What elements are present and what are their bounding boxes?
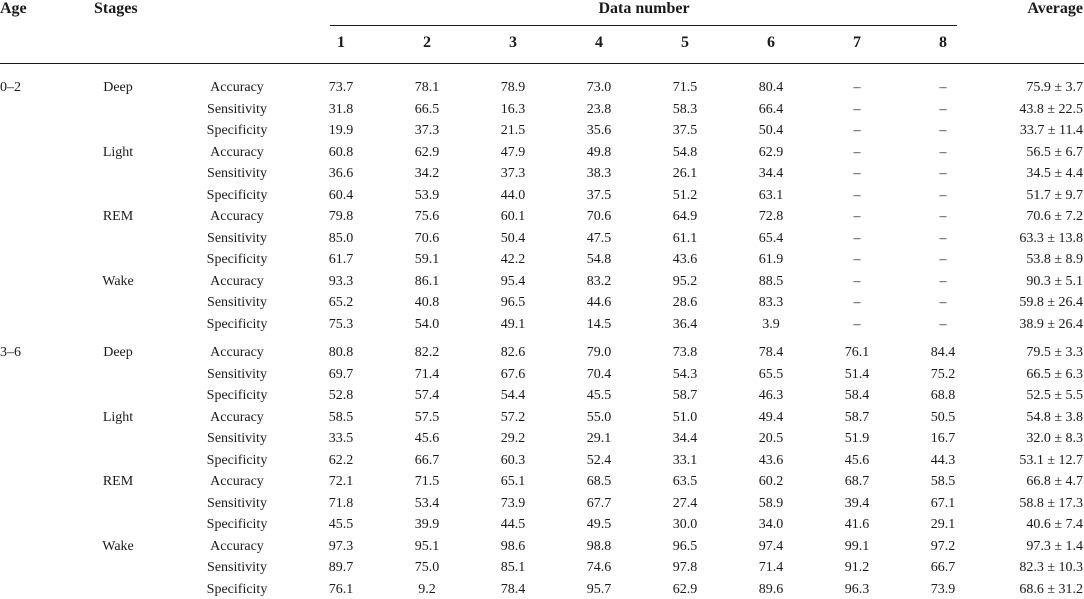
table-cell: 45.5 [586, 388, 612, 403]
column-header-5: 5 [681, 34, 689, 51]
table-cell: 53.4 [414, 495, 440, 511]
average-cell: 53.8 ± 8.9 [1026, 252, 1083, 267]
table-cell: 44.3 [930, 452, 956, 468]
average-cell: 51.7 ± 9.7 [1026, 187, 1083, 203]
table-cell: 76.1 [328, 581, 354, 597]
table-cell: 60.3 [500, 452, 526, 468]
table-cell: 58.7 [672, 388, 698, 403]
table-cell: 53.9 [414, 187, 440, 203]
metric-label: Specificity [206, 316, 268, 332]
table-cell: 51.4 [844, 366, 870, 382]
table-cell: 50.5 [930, 409, 956, 425]
table-cell: 59.1 [414, 252, 440, 267]
column-header-6: 6 [767, 34, 775, 51]
metric-label: Specificity [206, 452, 268, 468]
table-cell: 70.6 [586, 209, 612, 224]
column-header-1: 1 [337, 34, 345, 51]
table-cell: 33.1 [672, 452, 698, 468]
column-header-7: 7 [853, 34, 861, 51]
table-cell: 35.6 [586, 123, 612, 138]
table-cell: 97.2 [930, 538, 956, 554]
metric-label: Sensitivity [207, 101, 267, 117]
table-cell: 44.6 [586, 295, 612, 310]
table-cell: 68.5 [586, 474, 612, 489]
table-cell: 78.4 [758, 345, 784, 360]
metric-label: Sensitivity [207, 495, 267, 511]
stage-label: Light [102, 409, 134, 425]
column-header-3: 3 [509, 34, 517, 51]
average-cell: 79.5 ± 3.3 [1026, 345, 1083, 360]
average-header: Average [1027, 0, 1083, 17]
table-cell: – [939, 252, 947, 267]
table-cell: 62.2 [328, 452, 354, 468]
table-cell: 36.6 [328, 166, 354, 181]
table-cell: 98.8 [586, 538, 612, 554]
table-cell: 37.3 [414, 123, 440, 138]
table-cell: 37.3 [500, 166, 526, 181]
table-cell: 63.1 [758, 187, 784, 203]
table-cell: 79.0 [586, 345, 612, 360]
average-cell: 38.9 ± 26.4 [1019, 316, 1083, 332]
table-cell: 27.4 [672, 495, 698, 511]
average-cell: 63.3 ± 13.8 [1019, 230, 1083, 246]
table-cell: 21.5 [500, 123, 526, 138]
table-cell: 82.2 [414, 345, 440, 360]
average-cell: 70.6 ± 7.2 [1026, 209, 1083, 224]
table-cell: – [853, 230, 861, 246]
table-cell: 71.5 [672, 80, 698, 95]
metric-label: Specificity [206, 123, 268, 138]
table-cell: 78.9 [500, 80, 526, 95]
header-divider [0, 63, 1084, 64]
table-cell: 75.3 [328, 316, 354, 332]
table-cell: 44.0 [500, 187, 526, 203]
table-cell: 44.5 [500, 517, 526, 532]
table-cell: 43.6 [672, 252, 698, 267]
metric-label: Accuracy [210, 345, 264, 360]
table-cell: 70.4 [586, 366, 612, 382]
table-cell: 50.4 [758, 123, 784, 138]
table-cell: 37.5 [586, 187, 612, 203]
average-cell: 56.5 ± 6.7 [1026, 144, 1083, 160]
table-cell: 14.5 [586, 316, 612, 332]
table-cell: 71.5 [414, 474, 440, 489]
average-cell: 59.8 ± 26.4 [1019, 295, 1083, 310]
table-cell: 47.5 [586, 230, 612, 246]
table-cell: 34.4 [672, 431, 698, 446]
table-cell: 43.6 [758, 452, 784, 468]
table-cell: 99.1 [844, 538, 870, 554]
table-cell: 91.2 [844, 560, 870, 575]
table-cell: 45.6 [414, 431, 440, 446]
table-cell: 51.2 [672, 187, 698, 203]
table-cell: 75.6 [414, 209, 440, 224]
table-cell: 69.7 [328, 366, 354, 382]
table-cell: 67.1 [930, 495, 956, 511]
table-cell: 68.8 [930, 388, 956, 403]
table-cell: 57.2 [500, 409, 526, 425]
metric-label: Sensitivity [207, 366, 267, 382]
table-cell: 20.5 [758, 431, 784, 446]
metric-label: Specificity [206, 252, 268, 267]
table-cell: – [853, 295, 861, 310]
data-number-rule [330, 25, 957, 26]
table-cell: 67.6 [500, 366, 526, 382]
table-cell: 73.9 [500, 495, 526, 511]
table-cell: 31.8 [328, 101, 354, 117]
average-cell: 54.8 ± 3.8 [1026, 409, 1083, 425]
table-cell: 62.9 [758, 144, 784, 160]
table-cell: – [853, 144, 861, 160]
table-cell: 52.8 [328, 388, 354, 403]
table-cell: – [853, 273, 861, 289]
table-cell: 49.4 [758, 409, 784, 425]
age-header: Age [0, 0, 27, 17]
table-cell: 61.9 [758, 252, 784, 267]
table-cell: – [939, 295, 947, 310]
table-cell: 39.4 [844, 495, 870, 511]
table-cell: 34.2 [414, 166, 440, 181]
table-cell: 80.4 [758, 80, 784, 95]
table-cell: 96.5 [672, 538, 698, 554]
table-cell: 66.5 [414, 101, 440, 117]
table-cell: 65.5 [758, 366, 784, 382]
table-cell: 65.4 [758, 230, 784, 246]
table-cell: 66.4 [758, 101, 784, 117]
table-cell: 60.4 [328, 187, 354, 203]
table-cell: 58.3 [672, 101, 698, 117]
table-cell: 62.9 [414, 144, 440, 160]
metric-label: Accuracy [210, 144, 264, 160]
table-cell: 73.8 [672, 345, 698, 360]
table-cell: 97.4 [758, 538, 784, 554]
table-cell: 79.8 [328, 209, 354, 224]
table-cell: 89.6 [758, 581, 784, 597]
table-cell: 80.8 [328, 345, 354, 360]
average-cell: 66.8 ± 4.7 [1026, 474, 1083, 489]
table-cell: 96.3 [844, 581, 870, 597]
metric-label: Accuracy [210, 409, 264, 425]
metric-label: Sensitivity [207, 431, 267, 446]
table-cell: – [939, 101, 947, 117]
age-group-label: 3–6 [0, 345, 21, 360]
table-cell: 58.5 [930, 474, 956, 489]
table-cell: – [853, 123, 861, 138]
table-cell: 76.1 [844, 345, 870, 360]
table-cell: – [939, 209, 947, 224]
table-cell: 41.6 [844, 517, 870, 532]
table-cell: 64.9 [672, 209, 698, 224]
metric-label: Sensitivity [207, 230, 267, 246]
table-cell: – [853, 187, 861, 203]
table-cell: 9.2 [418, 581, 436, 597]
table-cell: 3.9 [762, 316, 780, 332]
metric-label: Sensitivity [207, 295, 267, 310]
table-cell: 60.8 [328, 144, 354, 160]
table-cell: 28.6 [672, 295, 698, 310]
stage-label: Wake [102, 538, 134, 554]
table-cell: 97.3 [328, 538, 354, 554]
table-cell: 50.4 [500, 230, 526, 246]
table-cell: 45.5 [328, 517, 354, 532]
table-cell: 29.1 [586, 431, 612, 446]
table-cell: – [939, 187, 947, 203]
table-cell: 54.4 [500, 388, 526, 403]
table-cell: 54.8 [672, 144, 698, 160]
table-cell: 37.5 [672, 123, 698, 138]
table-cell: – [939, 80, 947, 95]
average-cell: 43.8 ± 22.5 [1019, 101, 1083, 117]
table-cell: 74.6 [586, 560, 612, 575]
age-group-label: 0–2 [0, 80, 21, 95]
table-cell: 51.0 [672, 409, 698, 425]
table-cell: – [853, 316, 861, 332]
stage-label: REM [102, 209, 134, 224]
table-cell: 71.4 [414, 366, 440, 382]
table-cell: – [853, 209, 861, 224]
table-cell: 57.4 [414, 388, 440, 403]
table-cell: 19.9 [328, 123, 354, 138]
metric-label: Accuracy [210, 474, 264, 489]
table-cell: 29.2 [500, 431, 526, 446]
metric-label: Accuracy [210, 209, 264, 224]
table-cell: 66.7 [930, 560, 956, 575]
stages-header: Stages [94, 0, 138, 17]
table-cell: 60.1 [500, 209, 526, 224]
average-cell: 75.9 ± 3.7 [1026, 80, 1083, 95]
table-cell: 58.4 [844, 388, 870, 403]
table-cell: 52.4 [586, 452, 612, 468]
table-cell: 95.2 [672, 273, 698, 289]
table-cell: 65.2 [328, 295, 354, 310]
average-cell: 90.3 ± 5.1 [1026, 273, 1083, 289]
table-cell: 23.8 [586, 101, 612, 117]
table-cell: 61.1 [672, 230, 698, 246]
table-cell: 42.2 [500, 252, 526, 267]
table-cell: 16.7 [930, 431, 956, 446]
table-cell: 60.2 [758, 474, 784, 489]
table-cell: 95.4 [500, 273, 526, 289]
average-cell: 53.1 ± 12.7 [1019, 452, 1083, 468]
table-cell: 51.9 [844, 431, 870, 446]
table-cell: 54.3 [672, 366, 698, 382]
metric-label: Accuracy [210, 538, 264, 554]
table-cell: 70.6 [414, 230, 440, 246]
metric-label: Specificity [206, 187, 268, 203]
table-cell: – [939, 316, 947, 332]
table-cell: 85.1 [500, 560, 526, 575]
table-cell: – [853, 80, 861, 95]
stage-label: Wake [102, 273, 134, 289]
table-cell: 39.9 [414, 517, 440, 532]
table-cell: 40.8 [414, 295, 440, 310]
table-cell: – [853, 166, 861, 181]
table-cell: 68.7 [844, 474, 870, 489]
table-cell: 95.7 [586, 581, 612, 597]
column-header-8: 8 [939, 34, 947, 51]
table-cell: 78.4 [500, 581, 526, 597]
table-cell: – [939, 230, 947, 246]
table-cell: – [853, 252, 861, 267]
table-cell: 34.4 [758, 166, 784, 181]
average-cell: 97.3 ± 1.4 [1026, 538, 1083, 554]
table-cell: 49.1 [500, 316, 526, 332]
column-header-4: 4 [595, 34, 603, 51]
metric-label: Accuracy [210, 273, 264, 289]
table-cell: 73.0 [586, 80, 612, 95]
table-cell: 82.6 [500, 345, 526, 360]
table-cell: 63.5 [672, 474, 698, 489]
table-cell: 72.8 [758, 209, 784, 224]
table-cell: 29.1 [930, 517, 956, 532]
table-cell: 67.7 [586, 495, 612, 511]
table-cell: 62.9 [672, 581, 698, 597]
table-cell: 57.5 [414, 409, 440, 425]
table-cell: 46.3 [758, 388, 784, 403]
table-cell: 85.0 [328, 230, 354, 246]
average-cell: 66.5 ± 6.3 [1026, 366, 1083, 382]
table-cell: 86.1 [414, 273, 440, 289]
metric-label: Specificity [206, 388, 268, 403]
table-cell: 97.8 [672, 560, 698, 575]
table-cell: 34.0 [758, 517, 784, 532]
table-cell: 45.6 [844, 452, 870, 468]
stage-label: Light [102, 144, 134, 160]
table-cell: 47.9 [500, 144, 526, 160]
data-number-header: Data number [598, 0, 690, 17]
average-cell: 58.8 ± 17.3 [1019, 495, 1083, 511]
metric-label: Sensitivity [207, 166, 267, 181]
table-cell: 83.3 [758, 295, 784, 310]
table-cell: 49.5 [586, 517, 612, 532]
stage-label: Deep [103, 345, 133, 360]
table-cell: 65.1 [500, 474, 526, 489]
table-cell: 26.1 [672, 166, 698, 181]
average-cell: 33.7 ± 11.4 [1019, 123, 1083, 138]
table-cell: 58.9 [758, 495, 784, 511]
table-cell: 72.1 [328, 474, 354, 489]
table-cell: – [939, 273, 947, 289]
average-cell: 34.5 ± 4.4 [1026, 166, 1083, 181]
metric-label: Specificity [206, 581, 268, 597]
metric-label: Specificity [206, 517, 268, 532]
table-cell: 36.4 [672, 316, 698, 332]
table-cell: 89.7 [328, 560, 354, 575]
table-cell: 93.3 [328, 273, 354, 289]
table-cell: 75.2 [930, 366, 956, 382]
average-cell: 82.3 ± 10.3 [1019, 560, 1083, 575]
table-cell: 55.0 [586, 409, 612, 425]
table-cell: 71.4 [758, 560, 784, 575]
table-cell: 33.5 [328, 431, 354, 446]
column-header-2: 2 [423, 34, 431, 51]
table-cell: 95.1 [414, 538, 440, 554]
table-cell: 84.4 [930, 345, 956, 360]
table-cell: – [939, 123, 947, 138]
average-cell: 68.6 ± 31.2 [1019, 581, 1083, 597]
table-cell: 16.3 [500, 101, 526, 117]
table-cell: 66.7 [414, 452, 440, 468]
table-cell: 98.6 [500, 538, 526, 554]
table-cell: 88.5 [758, 273, 784, 289]
table-cell: 61.7 [328, 252, 354, 267]
metric-label: Accuracy [210, 80, 264, 95]
table-cell: 73.7 [328, 80, 354, 95]
average-cell: 32.0 ± 8.3 [1026, 431, 1083, 446]
table-cell: 83.2 [586, 273, 612, 289]
average-cell: 52.5 ± 5.5 [1026, 388, 1083, 403]
table-cell: 38.3 [586, 166, 612, 181]
table-cell: – [939, 144, 947, 160]
table-cell: – [939, 166, 947, 181]
stage-label: REM [102, 474, 134, 489]
table-cell: 49.8 [586, 144, 612, 160]
table-cell: 78.1 [414, 80, 440, 95]
table-cell: 54.8 [586, 252, 612, 267]
table-cell: 30.0 [672, 517, 698, 532]
table-cell: 58.5 [328, 409, 354, 425]
metric-label: Sensitivity [207, 560, 267, 575]
stage-label: Deep [103, 80, 133, 95]
table-cell: – [853, 101, 861, 117]
table-cell: 75.0 [414, 560, 440, 575]
table-cell: 71.8 [328, 495, 354, 511]
table-cell: 73.9 [930, 581, 956, 597]
table-cell: 58.7 [844, 409, 870, 425]
average-cell: 40.6 ± 7.4 [1026, 517, 1083, 532]
table-cell: 96.5 [500, 295, 526, 310]
table-cell: 54.0 [414, 316, 440, 332]
